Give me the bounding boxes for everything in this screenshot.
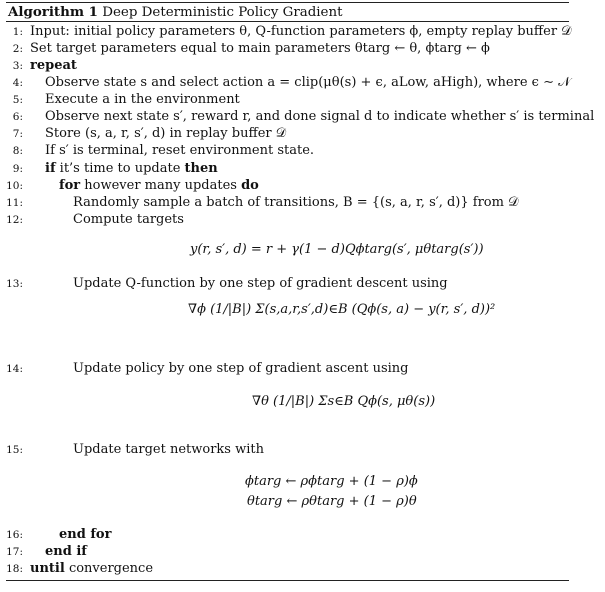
line-text: it’s time to update (59, 161, 181, 176)
line-text: convergence (68, 561, 154, 576)
keyword-then: then (184, 161, 218, 176)
algo-line-16 (0, 527, 590, 545)
line-text: Observe state s and select action a = clip(μθ(s) + ϵ, aLow, aHigh), where ϵ ∼ 𝒩 (45, 75, 571, 90)
algo-line-12 (0, 212, 590, 230)
algo-line-10 (0, 178, 590, 196)
line-number: 6: (12, 111, 23, 123)
keyword-repeat: repeat (30, 58, 77, 73)
algo-line-6 (0, 109, 595, 127)
equation-policy-gradient: ∇θ (1/|B|) Σs∈B Qϕ(s, μθ(s)) (252, 394, 436, 409)
algo-line-7 (0, 126, 590, 144)
line-text: Update policy by one step of gradient ascent using (73, 361, 409, 376)
bottom-rule (6, 580, 569, 581)
line-text: Update target networks with (73, 442, 264, 457)
keyword-until: until (30, 561, 65, 576)
algo-line-4 (0, 75, 590, 93)
line-number: 13: (6, 278, 23, 290)
line-text: If s′ is terminal, reset environment state. (45, 143, 315, 158)
line-text: Update Q-function by one step of gradient descent using (73, 276, 448, 291)
line-number: 14: (6, 363, 23, 375)
algo-line-1 (0, 24, 590, 42)
equation-target-theta: θtarg ← ρθtarg + (1 − ρ)θ (247, 494, 417, 509)
line-number: 2: (12, 43, 23, 55)
algo-line-2 (0, 41, 590, 59)
line-text: Store (s, a, r, s′, d) in replay buffer 𝒟 (45, 126, 287, 141)
line-number: 5: (12, 94, 23, 106)
line-number: 17: (6, 546, 23, 558)
keyword-for: for (59, 178, 81, 193)
line-number: 10: (6, 180, 23, 192)
algo-line-14 (0, 361, 590, 379)
line-number: 4: (12, 77, 23, 89)
line-text: Set target parameters equal to main parameters θtarg ← θ, ϕtarg ← ϕ (30, 41, 490, 56)
keyword-end-for: end for (59, 527, 112, 542)
line-text: Execute a in the environment (45, 92, 240, 107)
title-rule (6, 21, 569, 22)
algorithm-name: Deep Deterministic Policy Gradient (102, 5, 343, 20)
keyword-end-if: end if (45, 544, 87, 559)
line-text: Randomly sample a batch of transitions, B = {(s, a, r, s′, d)} from 𝒟 (73, 195, 519, 210)
equation-q-loss: ∇ϕ (1/|B|) Σ(s,a,r,s′,d)∈B (Qϕ(s, a) − y(r, s′, d))² (188, 302, 496, 317)
line-number: 15: (6, 444, 23, 456)
algo-line-18 (0, 561, 590, 579)
algo-line-17 (0, 544, 590, 562)
equation-target-phi: ϕtarg ← ρϕtarg + (1 − ρ)ϕ (245, 474, 418, 489)
equation-targets: y(r, s′, d) = r + γ(1 − d)Qϕtarg(s′, μθtarg(s′)) (190, 242, 484, 257)
line-number: 1: (12, 26, 23, 38)
line-number: 3: (12, 60, 23, 72)
line-number: 12: (6, 214, 23, 226)
line-number: 18: (6, 563, 23, 575)
line-text: Input: initial policy parameters θ, Q-function parameters ϕ, empty replay buffer 𝒟 (30, 24, 572, 39)
line-text: Compute targets (73, 212, 184, 227)
line-number: 9: (12, 163, 23, 175)
keyword-do: do (241, 178, 259, 193)
line-text: Observe next state s′, reward r, and done signal d to indicate whether s′ is terminal (45, 109, 595, 124)
keyword-if: if (45, 161, 56, 176)
algorithm-label: Algorithm 1 (8, 4, 98, 20)
line-number: 11: (6, 197, 23, 209)
line-number: 8: (12, 145, 23, 157)
algorithm-title (8, 4, 343, 20)
line-number: 7: (12, 128, 23, 140)
algo-line-11 (0, 195, 590, 213)
line-number: 16: (6, 529, 23, 541)
algo-line-8 (0, 143, 590, 161)
algo-line-9 (0, 161, 590, 179)
algo-line-13 (0, 276, 590, 294)
algo-line-5 (0, 92, 590, 110)
line-text: however many updates (84, 178, 237, 193)
algo-line-15 (0, 442, 590, 460)
algo-line-3 (0, 58, 590, 76)
